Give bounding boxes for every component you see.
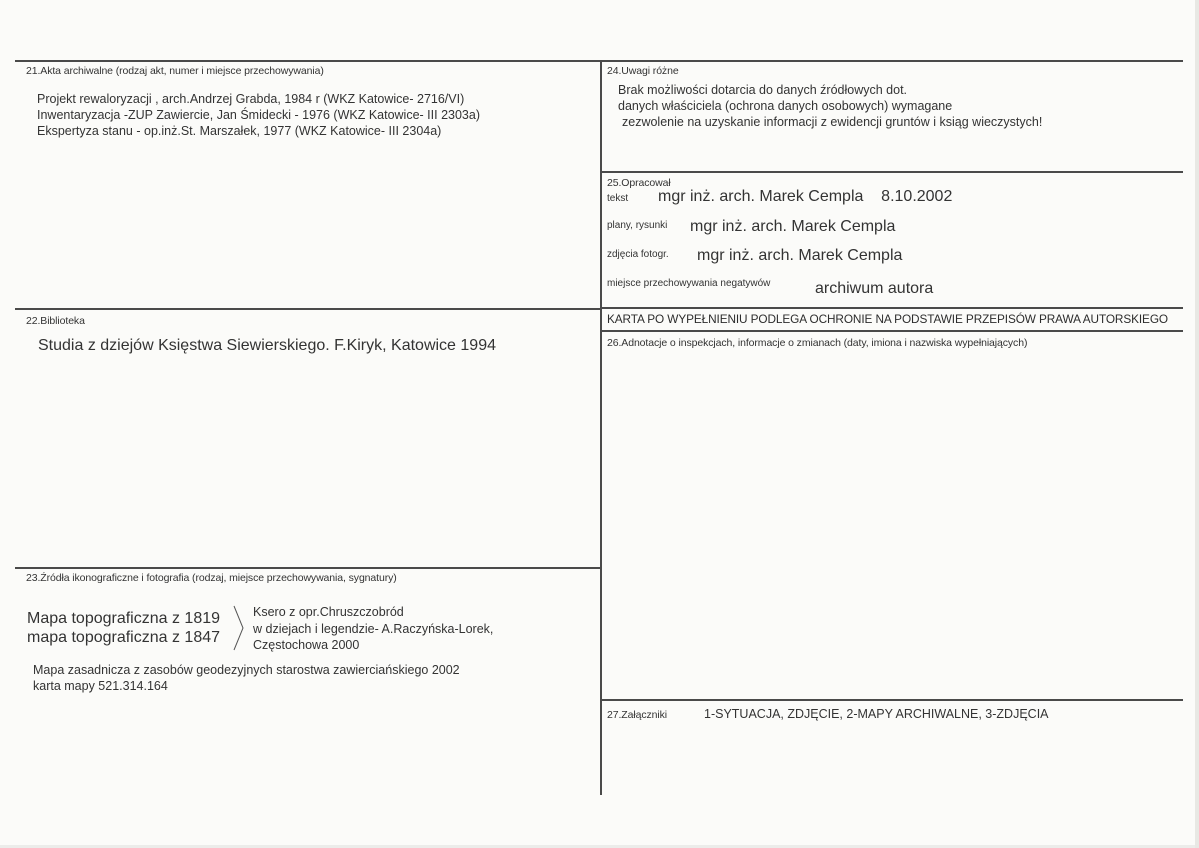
section-23-header: 23.Źródła ikonograficzne i fotografia (rodzaj, miejsce przechowywania, sygnatury)	[26, 572, 397, 584]
rule-22-23	[15, 567, 601, 569]
rule-21-22	[15, 308, 601, 310]
miejsce-value: archiwum autora	[815, 280, 934, 297]
section-21-line-2: Inwentaryzacja -ZUP Zawiercie, Jan Śmidecki - 1976 (WKZ Katowice- III 2303a)	[37, 108, 480, 122]
zdjecia-label: zdjęcia fotogr.	[607, 249, 669, 260]
section-22-value: Studia z dziejów Księstwa Siewierskiego. F.Kiryk, Katowice 1994	[38, 337, 496, 354]
section-21-line-3: Ekspertyza stanu - op.inż.St. Marszałek, 1977 (WKZ Katowice- III 2304a)	[37, 124, 442, 138]
section-24-line-1: Brak możliwości dotarcia do danych źródłowych dot.	[618, 83, 908, 97]
section-27-header: 27.Załączniki	[607, 709, 667, 721]
zdjecia-value: mgr inż. arch. Marek Cempla	[697, 247, 903, 264]
section-27-value: 1-SYTUACJA, ZDJĘCIE, 2-MAPY ARCHIWALNE, 3-ZDJĘCIA	[704, 707, 1049, 721]
section-24-header: 24.Uwagi różne	[607, 65, 679, 77]
section-21-line-1: Projekt rewaloryzacji , arch.Andrzej Grabda, 1984 r (WKZ Katowice- 2716/VI)	[37, 92, 465, 106]
section-22-header: 22.Biblioteka	[26, 315, 85, 327]
section-21-header: 21.Akta archiwalne (rodzaj akt, numer i miejsce przechowywania)	[26, 65, 324, 77]
plany-value: mgr inż. arch. Marek Cempla	[690, 218, 896, 235]
tekst-value: mgr inż. arch. Marek Cempla 8.10.2002	[658, 188, 953, 205]
rule-25-notice	[600, 307, 1183, 309]
ksero-line-2: w dziejach i legendzie- A.Raczyńska-Lorek,	[253, 622, 494, 636]
section-26-header: 26.Adnotacje o inspekcjach, informacje o zmianach (daty, imiona i nazwiska wypełniających)	[607, 337, 1028, 349]
ksero-line-1: Ksero z opr.Chruszczobród	[253, 605, 404, 619]
map-1847: mapa topograficzna z 1847	[27, 629, 221, 646]
plany-label: plany, rysunki	[607, 220, 668, 231]
zasadnicza-line-1: Mapa zasadnicza z zasobów geodezyjnych starostwa zawierciańskiego 2002	[33, 663, 460, 677]
ksero-line-3: Częstochowa 2000	[253, 638, 360, 652]
section-25-header: 25.Opracował	[607, 177, 671, 189]
copyright-notice: KARTA PO WYPEŁNIENIU PODLEGA OCHRONIE NA PODSTAWIE PRZEPISÓW PRAWA AUTORSKIEGO	[607, 312, 1168, 326]
miejsce-label: miejsce przechowywania negatywów	[607, 278, 771, 289]
bracket-icon	[232, 604, 246, 652]
section-24-line-3: zezwolenie na uzyskanie informacji z ewidencji gruntów i ksiąg wieczystych!	[622, 115, 1043, 129]
rule-24-25	[600, 171, 1183, 173]
map-1819: Mapa topograficzna z 1819	[27, 610, 221, 627]
section-24-line-2: danych właściciela (ochrona danych osobowych) wymagane	[618, 99, 953, 113]
tekst-label: tekst	[607, 193, 629, 204]
rule-26-27	[600, 699, 1183, 701]
rule-notice-26	[600, 330, 1183, 332]
zasadnicza-line-2: karta mapy 521.314.164	[33, 679, 168, 693]
top-rule	[15, 60, 1183, 62]
